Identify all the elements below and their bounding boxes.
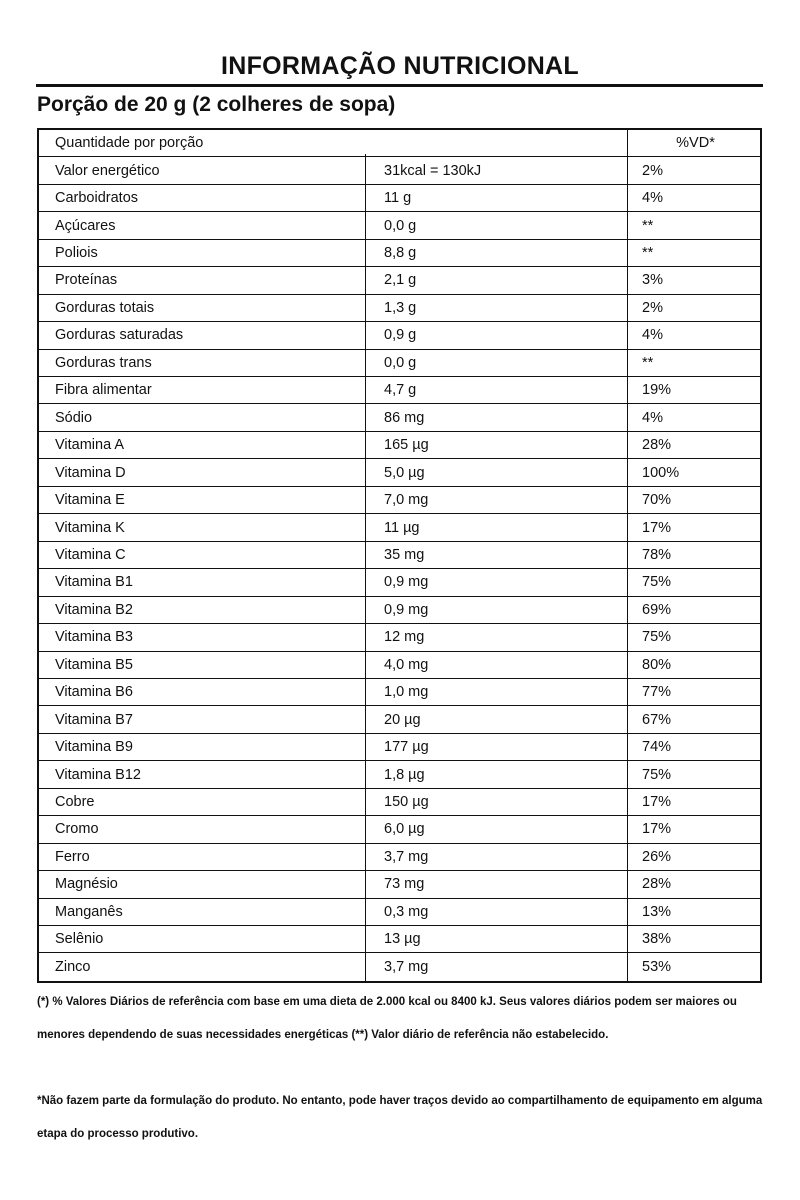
table-row	[39, 679, 760, 706]
nutrient-name: Ferro	[55, 848, 90, 865]
table-row	[39, 295, 760, 322]
nutrient-name: Poliois	[55, 245, 98, 262]
nutrient-daily-value: 75%	[642, 766, 672, 783]
nutrient-daily-value: 4%	[642, 409, 663, 426]
nutrient-daily-value: 17%	[642, 519, 672, 536]
nutrient-daily-value: 17%	[642, 794, 672, 811]
nutrient-amount: 8,8 g	[384, 245, 417, 262]
page-title: INFORMAÇÃO NUTRICIONAL	[221, 52, 579, 80]
table-header-row	[39, 130, 760, 157]
nutrient-name: Cobre	[55, 794, 95, 811]
nutrient-daily-value: 28%	[642, 876, 672, 893]
table-row	[39, 322, 760, 349]
nutrient-daily-value: 80%	[642, 656, 672, 673]
nutrient-amount: 165 µg	[384, 437, 429, 454]
nutrient-daily-value: 75%	[642, 574, 672, 591]
nutrient-name: Vitamina B1	[55, 574, 133, 591]
nutrient-daily-value: 4%	[642, 190, 663, 207]
nutrient-amount: 0,0 g	[384, 217, 417, 234]
table-row	[39, 212, 760, 239]
table-row	[39, 542, 760, 569]
nutrient-amount: 12 mg	[384, 629, 425, 646]
table-row	[39, 816, 760, 843]
nutrient-name: Vitamina B12	[55, 766, 141, 783]
nutrient-name: Vitamina B2	[55, 601, 133, 618]
nutrient-amount: 0,9 mg	[384, 574, 429, 591]
nutrient-daily-value: 70%	[642, 492, 672, 509]
nutrient-amount: 86 mg	[384, 409, 425, 426]
nutrient-daily-value: 3%	[642, 272, 663, 289]
table-row	[39, 377, 760, 404]
portion-size: Porção de 20 g (2 colheres de sopa)	[37, 93, 396, 116]
footnote-traces: *Não fazem parte da formulação do produto. No entanto, pode haver traços devido ao compartilhamento de equipamento em alguma etapa do processo produtivo.	[37, 1095, 763, 1140]
nutrient-amount: 5,0 µg	[384, 464, 425, 481]
nutrient-name: Vitamina B9	[55, 739, 133, 756]
nutrient-amount: 7,0 mg	[384, 492, 429, 509]
header-quantity-label: Quantidade por porção	[55, 135, 204, 152]
table-row	[39, 405, 760, 432]
nutrient-amount: 0,3 mg	[384, 903, 429, 920]
table-row	[39, 652, 760, 679]
nutrient-daily-value: 13%	[642, 903, 672, 920]
nutrient-daily-value: 75%	[642, 629, 672, 646]
nutrient-amount: 11 µg	[384, 519, 420, 536]
nutrient-amount: 3,7 mg	[384, 959, 429, 976]
nutrient-name: Gorduras trans	[55, 354, 152, 371]
table-row	[39, 844, 760, 871]
nutrient-name: Magnésio	[55, 876, 118, 893]
nutrient-amount: 1,3 g	[384, 299, 417, 316]
nutrition-table	[37, 128, 762, 983]
table-row	[39, 761, 760, 788]
nutrient-amount: 35 mg	[384, 546, 425, 563]
nutrient-name: Vitamina A	[55, 437, 125, 454]
nutrient-name: Vitamina B7	[55, 711, 133, 728]
nutrient-amount: 0,9 g	[384, 327, 417, 344]
table-row	[39, 432, 760, 459]
header-vd-label: %VD*	[676, 135, 715, 152]
nutrient-daily-value: 78%	[642, 546, 672, 563]
table-row	[39, 185, 760, 212]
nutrient-name: Vitamina E	[55, 492, 125, 509]
table-row	[39, 267, 760, 294]
table-row	[39, 240, 760, 267]
nutrient-amount: 3,7 mg	[384, 848, 429, 865]
nutrient-daily-value: 17%	[642, 821, 672, 838]
table-row	[39, 350, 760, 377]
nutrient-amount: 1,8 µg	[384, 766, 425, 783]
nutrient-amount: 177 µg	[384, 739, 429, 756]
table-row	[39, 514, 760, 541]
nutrient-name: Zinco	[55, 959, 91, 976]
table-row	[39, 734, 760, 761]
nutrient-amount: 20 µg	[384, 711, 421, 728]
nutrient-amount: 4,0 mg	[384, 656, 429, 673]
nutrient-daily-value: 38%	[642, 931, 672, 948]
nutrient-name: Vitamina K	[55, 519, 125, 536]
nutrient-name: Cromo	[55, 821, 99, 838]
table-row	[39, 789, 760, 816]
nutrient-amount: 11 g	[384, 190, 412, 207]
table-row	[39, 871, 760, 898]
nutrient-daily-value: **	[642, 217, 654, 234]
nutrient-name: Selênio	[55, 931, 104, 948]
nutrient-amount: 73 mg	[384, 876, 425, 893]
title-divider	[36, 84, 763, 87]
table-row	[39, 487, 760, 514]
nutrient-name: Vitamina B3	[55, 629, 133, 646]
nutrient-daily-value: 2%	[642, 299, 663, 316]
nutrient-daily-value: 28%	[642, 437, 672, 454]
nutrient-daily-value: **	[642, 245, 654, 262]
nutrient-daily-value: 69%	[642, 601, 672, 618]
nutrient-name: Manganês	[55, 903, 123, 920]
nutrient-name: Açúcares	[55, 217, 116, 234]
table-row	[39, 899, 760, 926]
nutrient-name: Vitamina B5	[55, 656, 133, 673]
nutrient-amount: 31kcal = 130kJ	[384, 162, 482, 179]
nutrient-name: Valor energético	[55, 162, 160, 179]
nutrient-daily-value: 74%	[642, 739, 672, 756]
nutrient-amount: 2,1 g	[384, 272, 417, 289]
table-row	[39, 624, 760, 651]
nutrient-name: Gorduras totais	[55, 299, 155, 316]
table-row	[39, 569, 760, 596]
nutrient-name: Vitamina B6	[55, 684, 133, 701]
nutrient-name: Sódio	[55, 409, 93, 426]
table-row	[39, 926, 760, 953]
nutrient-daily-value: 67%	[642, 711, 672, 728]
nutrient-daily-value: **	[642, 354, 654, 371]
nutrient-amount: 0,9 mg	[384, 601, 429, 618]
footnote-daily-values: (*) % Valores Diários de referência com base em uma dieta de 2.000 kcal ou 8400 kJ. Seus valores diários podem ser maiores ou menores dependendo de suas necessidades energéticas (**) Valor diário de referência não estabelecido.	[37, 996, 737, 1041]
nutrient-amount: 150 µg	[384, 794, 429, 811]
nutrient-amount: 4,7 g	[384, 382, 417, 399]
nutrient-name: Proteínas	[55, 272, 118, 289]
nutrient-name: Gorduras saturadas	[55, 327, 184, 344]
table-row	[39, 459, 760, 486]
nutrient-name: Vitamina D	[55, 464, 126, 481]
nutrient-amount: 6,0 µg	[384, 821, 425, 838]
nutrient-daily-value: 2%	[642, 162, 663, 179]
nutrient-amount: 1,0 mg	[384, 684, 429, 701]
nutrient-name: Vitamina C	[55, 546, 126, 563]
nutrient-amount: 0,0 g	[384, 354, 417, 371]
nutrient-name: Carboidratos	[55, 190, 139, 207]
nutrient-daily-value: 26%	[642, 848, 672, 865]
table-row	[39, 157, 760, 184]
nutrient-daily-value: 77%	[642, 684, 672, 701]
nutrient-name: Fibra alimentar	[55, 382, 152, 399]
table-row	[39, 706, 760, 733]
nutrient-amount: 13 µg	[384, 931, 421, 948]
table-row	[39, 954, 760, 981]
nutrient-daily-value: 19%	[642, 382, 672, 399]
nutrient-daily-value: 100%	[642, 464, 680, 481]
nutrient-daily-value: 4%	[642, 327, 663, 344]
nutrient-daily-value: 53%	[642, 959, 672, 976]
table-row	[39, 597, 760, 624]
